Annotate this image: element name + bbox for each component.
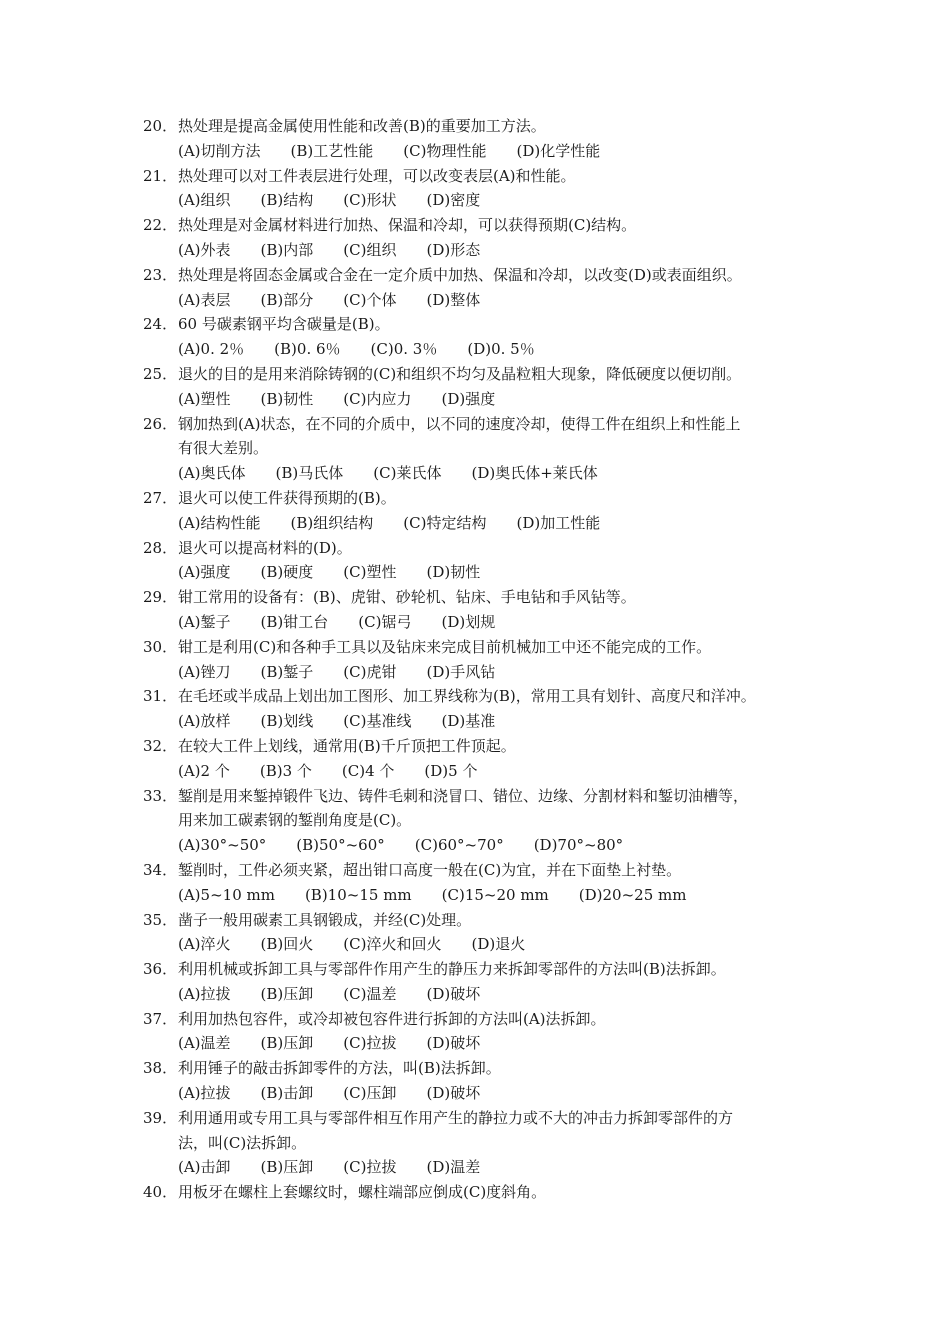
answer-options (143, 461, 823, 486)
answer-option: (D)20~25 mm (578, 885, 687, 904)
answer-option: (D)化学性能 (516, 141, 601, 160)
answer-option: (B)韧性 (260, 389, 314, 408)
question-text: 利用锤子的敲击拆卸零件的方法，叫(B)法拆卸。 (178, 1059, 501, 1078)
question-number: 38． (143, 1059, 178, 1078)
question-text-continued: 用来加工碳素钢的錾削角度是(C)。 (178, 811, 412, 830)
answer-option: (B)50°~60° (296, 836, 385, 855)
question-item (143, 784, 823, 858)
answer-option: (D)手风钻 (426, 662, 496, 681)
question-stem (143, 362, 823, 387)
answer-option: (C)15~20 mm (441, 885, 549, 904)
question-text: 錾削是用来錾掉锻件飞边、铸件毛刺和浇冒口、错位、边缘、分割材料和錾切油槽等， (178, 786, 749, 805)
question-number: 31． (143, 687, 178, 706)
answer-option: (A)锉刀 (178, 662, 231, 681)
answer-option: (C)莱氏体 (373, 464, 442, 483)
answer-option: (D)划规 (441, 612, 496, 631)
answer-option: (C)温差 (343, 984, 397, 1003)
answer-options (143, 139, 823, 164)
answer-option: (D)退火 (471, 935, 526, 954)
answer-option: (A)击卸 (178, 1158, 231, 1177)
question-item (143, 362, 823, 412)
question-text: 热处理是提高金属使用性能和改善(B)的重要加工方法。 (178, 117, 546, 135)
question-number: 36． (143, 960, 178, 979)
answer-option: (C)60°~70° (414, 836, 504, 855)
answer-option: (B)錾子 (260, 662, 314, 681)
answer-option: (B)10~15 mm (304, 885, 412, 904)
answer-option: (D)韧性 (426, 563, 481, 582)
question-text: 錾削时，工件必须夹紧，超出钳口高度一般在(C)为宜，并在下面垫上衬垫。 (178, 860, 682, 879)
answer-option: (B)钳工台 (260, 612, 329, 631)
answer-option: (C)基准线 (343, 712, 412, 731)
question-item (143, 1056, 823, 1106)
question-text: 热处理是对金属材料进行加热、保温和冷却，可以获得预期(C)结构。 (178, 216, 637, 235)
question-number: 33． (143, 786, 178, 805)
question-number: 40． (143, 1183, 178, 1202)
question-text: 在较大工件上划线，通常用(B)千斤顶把工件顶起。 (178, 736, 516, 755)
answer-options (143, 660, 823, 685)
answer-option: (C)4 个 (341, 761, 395, 780)
question-item (143, 164, 823, 214)
answer-option: (A)强度 (178, 563, 231, 582)
question-text-continued: 法，叫(C)法拆卸。 (178, 1133, 307, 1152)
question-text: 在毛坯或半成品上划出加工图形、加工界线称为(B)，常用工具有划针、高度尺和洋冲。 (178, 687, 756, 706)
answer-option: (D)强度 (441, 389, 496, 408)
answer-option: (D)破坏 (426, 1084, 481, 1103)
answer-options (143, 337, 823, 362)
question-stem (143, 585, 823, 610)
answer-options (143, 833, 823, 858)
answer-options (143, 759, 823, 784)
question-text: 钳工是利用(C)和各种手工具以及钻床来完成目前机械加工中还不能完成的工作。 (178, 637, 712, 656)
answer-option: (B)击卸 (260, 1084, 314, 1103)
answer-option: (C)虎钳 (343, 662, 397, 681)
answer-option: (B)划线 (260, 712, 314, 731)
answer-option: (C)塑性 (343, 563, 397, 582)
question-stem (143, 734, 823, 759)
answer-option: (A)放样 (178, 712, 231, 731)
answer-option: (D)70°~80° (533, 836, 624, 855)
answer-option: (A)拉拔 (178, 984, 231, 1003)
answer-option: (A)0. 2％ (178, 340, 245, 359)
question-number: 35． (143, 910, 178, 929)
question-text: 退火的目的是用来消除铸钢的(C)和组织不均匀及晶粒粗大现象，降低硬度以便切削。 (178, 364, 742, 383)
answer-option: (B)部分 (260, 290, 314, 309)
question-item (143, 412, 823, 486)
answer-option: (A)奥氏体 (178, 464, 246, 483)
answer-options (143, 1031, 823, 1056)
answer-option: (A)拉拔 (178, 1084, 231, 1103)
answer-options (143, 238, 823, 263)
answer-option: (C)组织 (343, 240, 397, 259)
question-item (143, 908, 823, 958)
answer-option: (C)特定结构 (403, 513, 487, 532)
question-item (143, 635, 823, 685)
answer-option: (A)塑性 (178, 389, 231, 408)
question-stem (143, 536, 823, 561)
answer-option: (C)拉拔 (343, 1034, 397, 1053)
question-item (143, 486, 823, 536)
answer-option: (B)工艺性能 (290, 141, 374, 160)
question-stem (143, 684, 823, 709)
question-stem (143, 312, 823, 337)
answer-options (143, 932, 823, 957)
answer-options (143, 982, 823, 1007)
answer-option: (D)温差 (426, 1158, 481, 1177)
question-stem (143, 213, 823, 238)
answer-option: (C)淬火和回火 (343, 935, 442, 954)
answer-option: (C)内应力 (343, 389, 412, 408)
question-item (143, 1007, 823, 1057)
question-item (143, 536, 823, 586)
question-number: 32． (143, 736, 178, 755)
question-item (143, 734, 823, 784)
answer-option: (C)锯弓 (358, 612, 412, 631)
question-item (143, 213, 823, 263)
answer-options (143, 288, 823, 313)
question-item (143, 858, 823, 908)
answer-option: (A)温差 (178, 1034, 231, 1053)
question-number: 22． (143, 216, 178, 235)
answer-options (143, 709, 823, 734)
question-text: 热处理是将固态金属或合金在一定介质中加热、保温和冷却，以改变(D)或表面组织。 (178, 265, 742, 284)
question-stem (143, 1180, 823, 1205)
answer-options (143, 560, 823, 585)
answer-option: (C)物理性能 (403, 141, 487, 160)
answer-option: (D)基准 (441, 712, 496, 731)
question-item (143, 312, 823, 362)
question-text: 退火可以提高材料的(D)。 (178, 538, 352, 557)
answer-options (143, 511, 823, 536)
question-number: 29． (143, 588, 178, 607)
question-text: 利用加热包容件，或冷却被包容件进行拆卸的方法叫(A)法拆卸。 (178, 1009, 606, 1028)
answer-option: (D)0. 5％ (467, 340, 535, 359)
question-text: 钳工常用的设备有：(B)、虎钳、砂轮机、钻床、手电钻和手风钻等。 (178, 588, 636, 607)
question-stem (143, 784, 823, 809)
answer-option: (A)錾子 (178, 612, 231, 631)
question-stem (143, 858, 823, 883)
question-item (143, 114, 823, 164)
answer-option: (C)0. 3％ (370, 340, 438, 359)
question-number: 37． (143, 1009, 178, 1028)
question-number: 24． (143, 315, 178, 334)
answer-option: (B)马氏体 (275, 464, 344, 483)
answer-option: (B)0. 6％ (274, 340, 341, 359)
question-stem (143, 908, 823, 933)
question-item (143, 1106, 823, 1180)
answer-option: (D)密度 (426, 191, 481, 210)
question-stem (143, 114, 823, 139)
answer-option: (A)表层 (178, 290, 231, 309)
question-item (143, 684, 823, 734)
question-text: 钢加热到(A)状态，在不同的介质中，以不同的速度冷却，使得工件在组织上和性能上 (178, 414, 741, 433)
answer-options (143, 883, 823, 908)
answer-option: (B)回火 (260, 935, 314, 954)
question-text: 用板牙在螺柱上套螺纹时，螺柱端部应倒成(C)度斜角。 (178, 1183, 547, 1202)
question-stem (143, 164, 823, 189)
question-text-continued: 有很大差别。 (178, 439, 269, 458)
question-text: 利用通用或专用工具与零部件相互作用产生的静拉力或不大的冲击力拆卸零部件的方 (178, 1108, 734, 1127)
question-stem (143, 486, 823, 511)
answer-option: (A)30°~50° (178, 836, 267, 855)
answer-option: (B)压卸 (260, 1034, 314, 1053)
answer-option: (A)外表 (178, 240, 231, 259)
answer-option: (A)切削方法 (178, 141, 261, 160)
answer-option: (A)5~10 mm (178, 885, 275, 904)
answer-option: (A)淬火 (178, 935, 231, 954)
question-text: 凿子一般用碳素工具钢锻成，并经(C)处理。 (178, 910, 472, 929)
answer-option: (D)整体 (426, 290, 481, 309)
answer-options (143, 1155, 823, 1180)
question-number: 26． (143, 414, 178, 433)
question-item (143, 957, 823, 1007)
question-stem (143, 412, 823, 437)
answer-option: (D)破坏 (426, 1034, 481, 1053)
answer-option: (C)拉拔 (343, 1158, 397, 1177)
question-number: 30． (143, 637, 178, 656)
answer-option: (B)结构 (260, 191, 314, 210)
answer-option: (A)结构性能 (178, 513, 261, 532)
answer-option: (C)压卸 (343, 1084, 397, 1103)
question-stem (143, 1056, 823, 1081)
question-number: 28． (143, 538, 178, 557)
answer-option: (D)破坏 (426, 984, 481, 1003)
answer-option: (A)2 个 (178, 761, 230, 780)
answer-option: (B)压卸 (260, 984, 314, 1003)
answer-option: (D)形态 (426, 240, 481, 259)
answer-option: (C)形状 (343, 191, 397, 210)
question-text: 60 号碳素钢平均含碳量是(B)。 (178, 315, 390, 334)
answer-options (143, 1081, 823, 1106)
answer-option: (B)硬度 (260, 563, 314, 582)
answer-option: (B)压卸 (260, 1158, 314, 1177)
answer-option: (D)5 个 (424, 761, 478, 780)
question-text: 热处理可以对工件表层进行处理，可以改变表层(A)和性能。 (178, 166, 576, 185)
question-stem (143, 635, 823, 660)
question-number: 21． (143, 166, 178, 185)
question-stem (143, 263, 823, 288)
question-number: 23． (143, 265, 178, 284)
question-number: 27． (143, 488, 178, 507)
answer-option: (B)3 个 (259, 761, 312, 780)
answer-option: (A)组织 (178, 191, 231, 210)
answer-option: (D)奥氏体+莱氏体 (471, 464, 598, 483)
question-list (143, 114, 823, 1205)
answer-option: (B)内部 (260, 240, 314, 259)
answer-option: (C)个体 (343, 290, 397, 309)
question-stem (143, 957, 823, 982)
question-number: 34． (143, 860, 178, 879)
answer-options (143, 610, 823, 635)
answer-option: (D)加工性能 (516, 513, 601, 532)
question-item (143, 585, 823, 635)
question-item (143, 1180, 823, 1205)
question-stem (143, 1106, 823, 1131)
question-number: 20． (143, 117, 178, 135)
question-text: 退火可以使工件获得预期的(B)。 (178, 488, 396, 507)
answer-option: (B)组织结构 (290, 513, 374, 532)
question-item (143, 263, 823, 313)
question-stem (143, 1007, 823, 1032)
answer-options (143, 387, 823, 412)
question-number: 39． (143, 1108, 178, 1127)
question-number: 25． (143, 364, 178, 383)
answer-options (143, 188, 823, 213)
question-text: 利用机械或拆卸工具与零部件作用产生的静压力来拆卸零部件的方法叫(B)法拆卸。 (178, 960, 726, 979)
